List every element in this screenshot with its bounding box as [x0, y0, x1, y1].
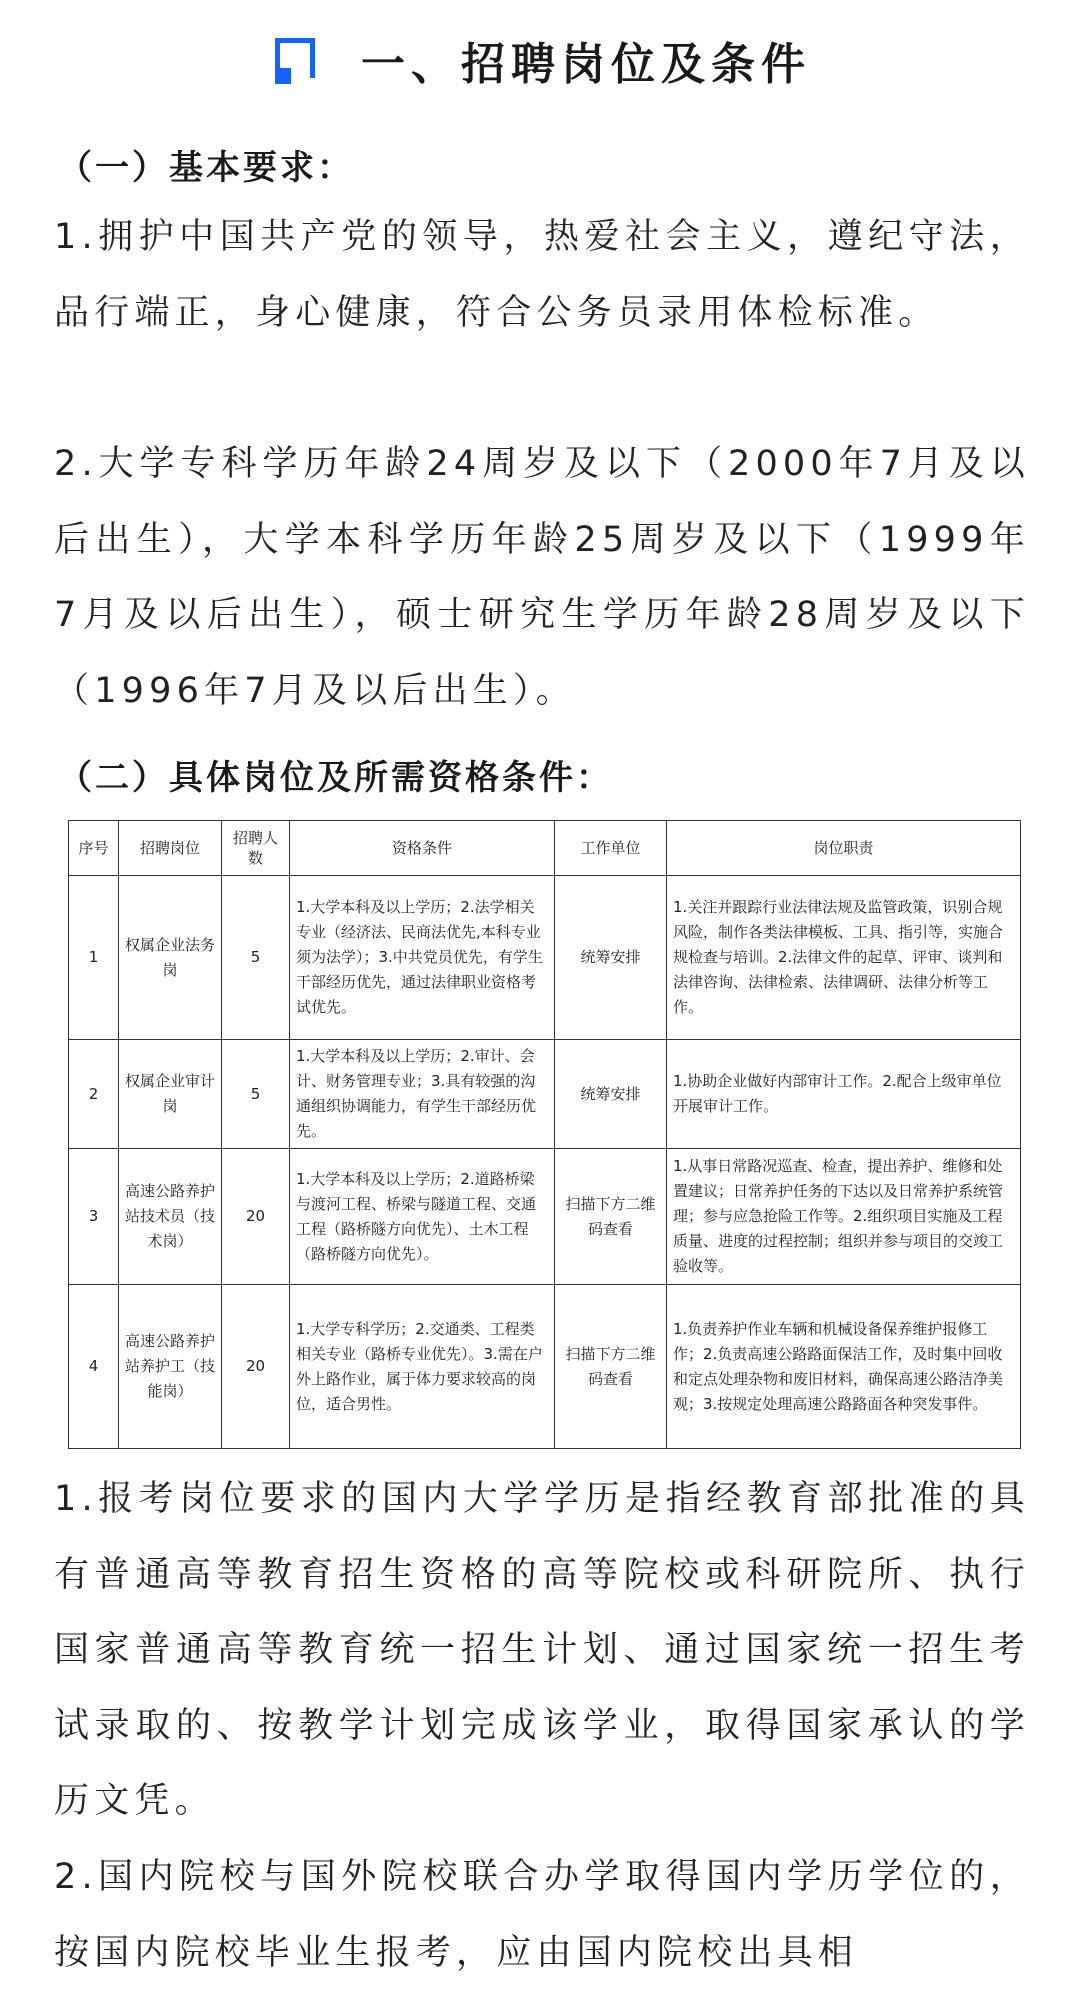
corner-square-icon — [269, 34, 321, 86]
row-duties: 1.关注并跟踪行业法律法规及监管政策，识别合规风险，制作各类法律模板、工具、指引等，实施合规检查与培训。2.法律文件的起草、评审、谈判和法律咨询、法律检索、法律调研、法律分析等工作。 — [667, 876, 1021, 1040]
requirement-paragraph-2: 2.大学专科学历年龄24周岁及以下（2000年7月及以后出生），大学本科学历年龄25周岁及以下（1999年7月及以后出生），硕士研究生学历年龄28周岁及以下（1996年7月及以后出生）。 — [54, 444, 1030, 711]
table-row — [69, 1285, 1021, 1449]
row-count: 20 — [222, 1285, 290, 1449]
row-count: 5 — [222, 876, 290, 1040]
note-paragraph-1: 1.报考岗位要求的国内大学学历是指经教育部批准的具有普通高等教育招生资格的高等院校或科研院所、执行国家普通高等教育统一招生计划、通过国家统一招生考试录取的、按教学计划完成该学业，取得国家承认的学历文凭。 — [54, 1479, 1030, 1821]
subheading-basic-requirements: （一）基本要求： — [58, 148, 354, 188]
row-unit: 扫描下方二维码查看 — [555, 1149, 667, 1285]
subheading-positions: （二）具体岗位及所需资格条件： — [58, 758, 613, 798]
section-title-text: 一、招聘岗位及条件 — [361, 39, 811, 90]
row-qualifications: 1.大学专科学历；2.交通类、工程类相关专业（路桥专业优先）。3.需在户外上路作业，属于体力要求较高的岗位，适合男性。 — [290, 1285, 555, 1449]
row-count: 20 — [222, 1149, 290, 1285]
row-position: 权属企业法务岗 — [119, 876, 222, 1040]
row-duties: 1.从事日常路况巡查、检查，提出养护、维修和处置建议；日常养护任务的下达以及日常养护系统管理；参与应急抢险工作等。2.组织项目实施及工程质量、进度的过程控制；组织并参与项目的交竣工验收等。 — [667, 1149, 1021, 1285]
row-position: 高速公路养护站技术员（技术岗） — [119, 1149, 222, 1285]
positions-table-wrapper — [68, 820, 1020, 1449]
table-row — [69, 876, 1021, 1040]
row-qualifications: 1.大学本科及以上学历；2.法学相关专业（经济法、民商法优先,本科专业须为法学）；3.中共党员优先，有学生干部经历优先，通过法律职业资格考试优先。 — [290, 876, 555, 1040]
table-row — [69, 1040, 1021, 1149]
positions-table — [68, 820, 1021, 1449]
row-position: 高速公路养护站养护工（技能岗） — [119, 1285, 222, 1449]
row-no: 2 — [69, 1040, 119, 1149]
header-unit: 工作单位 — [555, 821, 667, 876]
row-qualifications: 1.大学本科及以上学历；2.道路桥梁与渡河工程、桥梁与隧道工程、交通工程（路桥隧方向优先）、土木工程（路桥隧方向优先）。 — [290, 1149, 555, 1285]
row-no: 1 — [69, 876, 119, 1040]
row-duties: 1.负责养护作业车辆和机械设备保养维护报修工作；2.负责高速公路路面保洁工作，及时集中回收和定点处理杂物和废旧材料，确保高速公路洁净美观；3.按规定处理高速公路路面各种突发事件。 — [667, 1285, 1021, 1449]
row-no: 3 — [69, 1149, 119, 1285]
row-qualifications: 1.大学本科及以上学历；2.审计、会计、财务管理专业；3.具有较强的沟通组织协调能力，有学生干部经历优先。 — [290, 1040, 555, 1149]
table-row — [69, 1149, 1021, 1285]
row-unit: 扫描下方二维码查看 — [555, 1285, 667, 1449]
row-position: 权属企业审计岗 — [119, 1040, 222, 1149]
requirement-paragraph-1: 1.拥护中国共产党的领导，热爱社会主义，遵纪守法，品行端正，身心健康，符合公务员录用体检标准。 — [54, 217, 1030, 333]
header-position: 招聘岗位 — [119, 821, 222, 876]
table-header-row — [69, 821, 1021, 876]
header-count: 招聘人数 — [222, 821, 290, 876]
row-duties: 1.协助企业做好内部审计工作。2.配合上级审单位开展审计工作。 — [667, 1040, 1021, 1149]
header-duties: 岗位职责 — [667, 821, 1021, 876]
header-no: 序号 — [69, 821, 119, 876]
note-paragraph-2: 2.国内院校与国外院校联合办学取得国内学历学位的，按国内院校毕业生报考，应由国内院校出具相 — [54, 1857, 1030, 1973]
row-count: 5 — [222, 1040, 290, 1149]
section-title — [0, 22, 1080, 98]
row-unit: 统筹安排 — [555, 876, 667, 1040]
row-no: 4 — [69, 1285, 119, 1449]
header-qualifications: 资格条件 — [290, 821, 555, 876]
row-unit: 统筹安排 — [555, 1040, 667, 1149]
